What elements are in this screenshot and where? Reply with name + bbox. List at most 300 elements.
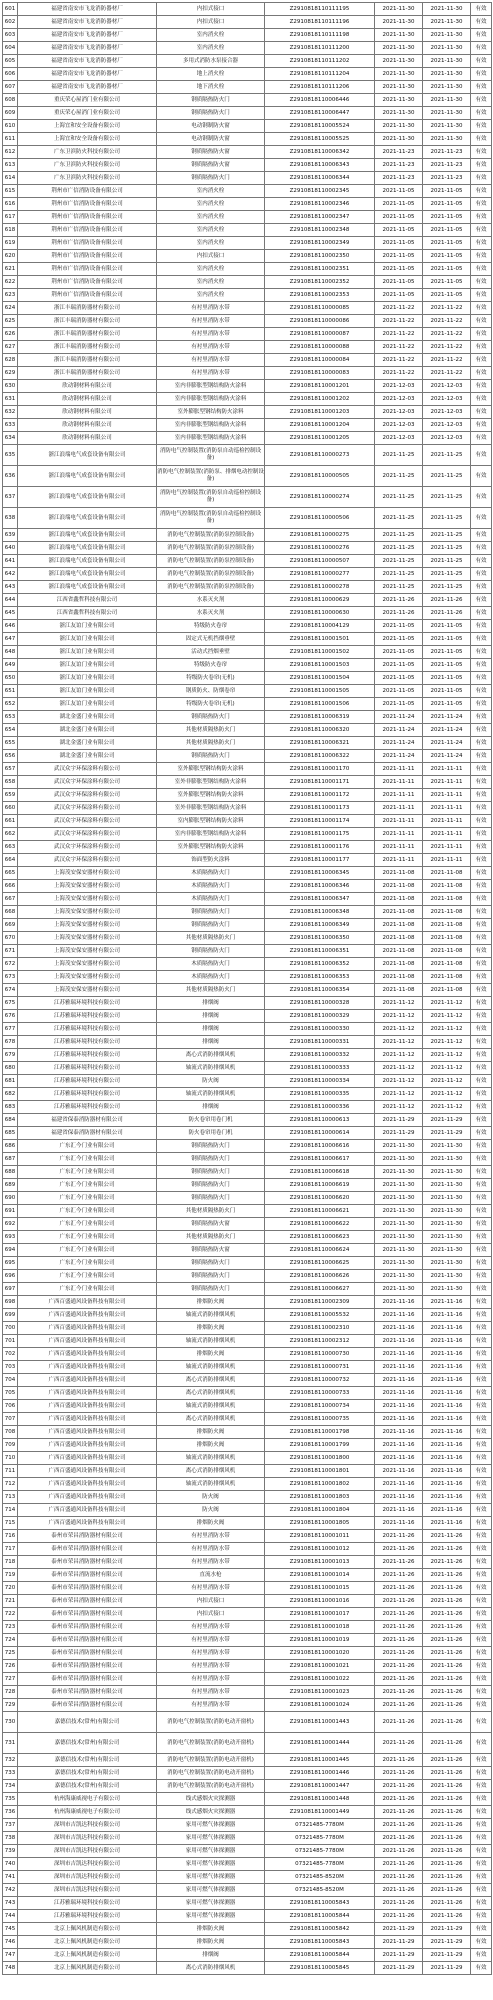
certificate-number: Z2910818110111204 xyxy=(265,68,375,81)
table-row xyxy=(3,466,492,487)
update-date: 2021-11-30 xyxy=(423,3,471,16)
row-number: 733 xyxy=(3,1767,18,1780)
row-number: 618 xyxy=(3,224,18,237)
company-name: 浙江浪端电气成套设备有限公司 xyxy=(18,555,157,568)
company-name: 广东汇今门业有限公司 xyxy=(18,1231,157,1244)
company-name: 浙江丰瑞消防器材有限公司 xyxy=(18,354,157,367)
certificate-number: Z2910818110001015 xyxy=(265,1582,375,1595)
table-row xyxy=(3,1673,492,1686)
certificate-number: Z2910818110001203 xyxy=(265,406,375,419)
product-name: 室外膨胀型钢结构防火涂料 xyxy=(157,789,265,802)
company-name: 浙江友谊门业有限公司 xyxy=(18,646,157,659)
row-number: 674 xyxy=(3,984,18,997)
company-name: 福建省南安市飞龙消防器材厂 xyxy=(18,81,157,94)
status: 有效 xyxy=(471,1426,492,1439)
table-row xyxy=(3,568,492,581)
certificate-number: Z2910818110005842 xyxy=(265,1923,375,1936)
issue-date: 2021-12-03 xyxy=(375,393,423,406)
issue-date: 2021-11-08 xyxy=(375,984,423,997)
certificate-number: Z2910818110001503 xyxy=(265,659,375,672)
status: 有效 xyxy=(471,1010,492,1023)
table-row xyxy=(3,867,492,880)
update-date: 2021-11-26 xyxy=(423,1673,471,1686)
company-name: 福建省南安市飞龙消防器材厂 xyxy=(18,29,157,42)
table-row xyxy=(3,1754,492,1767)
table-row xyxy=(3,1400,492,1413)
company-name: 荆州市广信消防设备有限公司 xyxy=(18,224,157,237)
product-name: 钢质隔热防火门 xyxy=(157,711,265,724)
product-name: 室内非膨胀型钢结构防火涂料 xyxy=(157,828,265,841)
product-name: 其他材质隔热防火门 xyxy=(157,737,265,750)
table-row xyxy=(3,594,492,607)
product-name: 钢质隔热防火门 xyxy=(157,1257,265,1270)
row-number: 613 xyxy=(3,159,18,172)
status: 有效 xyxy=(471,659,492,672)
company-name: 深圳市吉凯达科技有限公司 xyxy=(18,1819,157,1832)
issue-date: 2021-11-30 xyxy=(375,107,423,120)
company-name: 上海茂安保安器材有限公司 xyxy=(18,984,157,997)
product-name: 轴流式消防排烟风机 xyxy=(157,1309,265,1322)
table-row xyxy=(3,1478,492,1491)
status: 有效 xyxy=(471,107,492,120)
company-name: 广西百盛通风设备科技有限公司 xyxy=(18,1348,157,1361)
row-number: 643 xyxy=(3,581,18,594)
status: 有效 xyxy=(471,1179,492,1192)
table-row xyxy=(3,1036,492,1049)
table-row xyxy=(3,1621,492,1634)
product-name: 有衬里消防水带 xyxy=(157,1673,265,1686)
update-date: 2021-11-08 xyxy=(423,893,471,906)
product-name: 排烟阀 xyxy=(157,1949,265,1962)
update-date: 2021-11-30 xyxy=(423,29,471,42)
row-number: 686 xyxy=(3,1140,18,1153)
table-row xyxy=(3,1244,492,1257)
status: 有效 xyxy=(471,1621,492,1634)
row-number: 726 xyxy=(3,1660,18,1673)
table-row xyxy=(3,1767,492,1780)
product-name: 有衬里消防水带 xyxy=(157,1647,265,1660)
issue-date: 2021-11-30 xyxy=(375,3,423,16)
table-row xyxy=(3,315,492,328)
update-date: 2021-11-26 xyxy=(423,1686,471,1699)
update-date: 2021-11-30 xyxy=(423,1218,471,1231)
product-name: 离心式消防排烟风机 xyxy=(157,1387,265,1400)
company-name: 广东汇今门业有限公司 xyxy=(18,1218,157,1231)
update-date: 2021-11-26 xyxy=(423,1569,471,1582)
company-name: 武汉众宇环保涂料有限公司 xyxy=(18,763,157,776)
company-name: 江苏雅瑞环境科技有限公司 xyxy=(18,1023,157,1036)
table-row xyxy=(3,906,492,919)
table-row xyxy=(3,328,492,341)
product-name: 钢质隔热防火门 xyxy=(157,919,265,932)
certificate-number: Z2910818110001018 xyxy=(265,1621,375,1634)
update-date: 2021-11-30 xyxy=(423,1244,471,1257)
company-name: 荆州市广信消防设备有限公司 xyxy=(18,198,157,211)
product-name: 防火卷帘用卷门机 xyxy=(157,1114,265,1127)
product-name: 轴流式消防排烟风机 xyxy=(157,1478,265,1491)
row-number: 638 xyxy=(3,508,18,529)
issue-date: 2021-11-26 xyxy=(375,1699,423,1712)
status: 有效 xyxy=(471,568,492,581)
row-number: 615 xyxy=(3,185,18,198)
product-name: 内扣式接口 xyxy=(157,250,265,263)
table-row xyxy=(3,1543,492,1556)
status: 有效 xyxy=(471,1595,492,1608)
product-name: 钢质隔热防火门 xyxy=(157,1270,265,1283)
row-number: 703 xyxy=(3,1361,18,1374)
status: 有效 xyxy=(471,1699,492,1712)
row-number: 629 xyxy=(3,367,18,380)
table-row xyxy=(3,185,492,198)
issue-date: 2021-11-26 xyxy=(375,1634,423,1647)
update-date: 2021-11-11 xyxy=(423,763,471,776)
certificate-number: Z2910818110000275 xyxy=(265,529,375,542)
certificate-number: Z2910818110006349 xyxy=(265,919,375,932)
row-number: 716 xyxy=(3,1530,18,1543)
certificate-number: Z2910818110001022 xyxy=(265,1673,375,1686)
product-name: 室内非膨胀型钢结构防火涂料 xyxy=(157,380,265,393)
issue-date: 2021-11-26 xyxy=(375,1793,423,1806)
table-row xyxy=(3,1504,492,1517)
row-number: 704 xyxy=(3,1374,18,1387)
status: 有效 xyxy=(471,68,492,81)
row-number: 727 xyxy=(3,1673,18,1686)
update-date: 2021-11-26 xyxy=(423,1910,471,1923)
update-date: 2021-11-05 xyxy=(423,685,471,698)
status: 有效 xyxy=(471,185,492,198)
product-name: 家用可燃气体探测器 xyxy=(157,1845,265,1858)
issue-date: 2021-11-12 xyxy=(375,1062,423,1075)
issue-date: 2021-11-22 xyxy=(375,354,423,367)
company-name: 嘉德信技术(常州)有限公司 xyxy=(18,1754,157,1767)
update-date: 2021-11-23 xyxy=(423,172,471,185)
table-row xyxy=(3,419,492,432)
product-name: 钢质防火、防烟卷帘 xyxy=(157,685,265,698)
update-date: 2021-11-22 xyxy=(423,354,471,367)
company-name: 福建省南安市飞龙消防器材厂 xyxy=(18,55,157,68)
company-name: 广西百盛通风设备科技有限公司 xyxy=(18,1335,157,1348)
certificate-number: Z2910818110111202 xyxy=(265,55,375,68)
company-name: 广西百盛通风设备科技有限公司 xyxy=(18,1309,157,1322)
issue-date: 2021-11-26 xyxy=(375,1556,423,1569)
issue-date: 2021-11-16 xyxy=(375,1491,423,1504)
company-name: 广西百盛通风设备科技有限公司 xyxy=(18,1361,157,1374)
update-date: 2021-11-29 xyxy=(423,1936,471,1949)
company-name: 广西百盛通风设备科技有限公司 xyxy=(18,1322,157,1335)
product-name: 水系灭火剂 xyxy=(157,607,265,620)
table-row xyxy=(3,815,492,828)
table-row xyxy=(3,250,492,263)
status: 有效 xyxy=(471,1793,492,1806)
product-name: 消防电气控制装置(消防泵控制设备) xyxy=(157,581,265,594)
row-number: 614 xyxy=(3,172,18,185)
company-name: 嘉德信技术(常州)有限公司 xyxy=(18,1733,157,1754)
product-name: 排烟防火阀 xyxy=(157,1936,265,1949)
certificate-number: Z2910818110111200 xyxy=(265,42,375,55)
table-row xyxy=(3,3,492,16)
table-row xyxy=(3,1192,492,1205)
product-name: 木质隔热防火门 xyxy=(157,971,265,984)
issue-date: 2021-11-26 xyxy=(375,1608,423,1621)
status: 有效 xyxy=(471,1244,492,1257)
row-number: 647 xyxy=(3,633,18,646)
certificate-number: Z2910818110001020 xyxy=(265,1647,375,1660)
status: 有效 xyxy=(471,1400,492,1413)
update-date: 2021-11-08 xyxy=(423,919,471,932)
certificate-number: Z2910818110000085 xyxy=(265,302,375,315)
table-row xyxy=(3,380,492,393)
row-number: 724 xyxy=(3,1634,18,1647)
update-date: 2021-11-26 xyxy=(423,1897,471,1910)
update-date: 2021-11-22 xyxy=(423,341,471,354)
certificate-number: Z2910818110000088 xyxy=(265,341,375,354)
table-row xyxy=(3,1075,492,1088)
company-name: 广东汇今门业有限公司 xyxy=(18,1205,157,1218)
issue-date: 2021-11-30 xyxy=(375,29,423,42)
certificate-number: Z2910818110111195 xyxy=(265,3,375,16)
table-row xyxy=(3,1780,492,1793)
row-number: 625 xyxy=(3,315,18,328)
row-number: 624 xyxy=(3,302,18,315)
certificate-number: Z2910818110002345 xyxy=(265,185,375,198)
issue-date: 2021-11-26 xyxy=(375,1686,423,1699)
update-date: 2021-11-08 xyxy=(423,958,471,971)
product-name: 室外非膨胀型钢结构防火涂料 xyxy=(157,802,265,815)
product-name: 线式感烟火灾探测器 xyxy=(157,1793,265,1806)
issue-date: 2021-11-30 xyxy=(375,1218,423,1231)
issue-date: 2021-11-26 xyxy=(375,1733,423,1754)
row-number: 692 xyxy=(3,1218,18,1231)
update-date: 2021-11-22 xyxy=(423,328,471,341)
table-row xyxy=(3,763,492,776)
company-name: 江苏雅瑞环境科技有限公司 xyxy=(18,1010,157,1023)
issue-date: 2021-11-29 xyxy=(375,1923,423,1936)
certificate-number: Z2910818110006446 xyxy=(265,94,375,107)
issue-date: 2021-11-11 xyxy=(375,815,423,828)
issue-date: 2021-11-16 xyxy=(375,1504,423,1517)
certificate-number: Z2910818110006624 xyxy=(265,1244,375,1257)
row-number: 678 xyxy=(3,1036,18,1049)
certificate-number: Z2910818110001800 xyxy=(265,1452,375,1465)
product-name: 有衬里消防水带 xyxy=(157,1634,265,1647)
table-row xyxy=(3,1309,492,1322)
row-number: 707 xyxy=(3,1413,18,1426)
row-number: 652 xyxy=(3,698,18,711)
table-row xyxy=(3,16,492,29)
status: 有效 xyxy=(471,1569,492,1582)
company-name: 上海茂安保安器材有限公司 xyxy=(18,919,157,932)
update-date: 2021-11-26 xyxy=(423,1819,471,1832)
product-name: 消防电气控制装置(消防泵控制设备) xyxy=(157,529,265,542)
status: 有效 xyxy=(471,555,492,568)
status: 有效 xyxy=(471,1166,492,1179)
row-number: 607 xyxy=(3,81,18,94)
status: 有效 xyxy=(471,1634,492,1647)
update-date: 2021-11-16 xyxy=(423,1491,471,1504)
company-name: 浙江浪端电气成套设备有限公司 xyxy=(18,445,157,466)
certificate-number: Z2910818110006345 xyxy=(265,867,375,880)
update-date: 2021-11-05 xyxy=(423,250,471,263)
issue-date: 2021-11-16 xyxy=(375,1413,423,1426)
row-number: 711 xyxy=(3,1465,18,1478)
certificate-number: Z2910818110005844 xyxy=(265,1949,375,1962)
issue-date: 2021-11-05 xyxy=(375,646,423,659)
certificate-number: Z2910818110001505 xyxy=(265,685,375,698)
issue-date: 2021-11-26 xyxy=(375,1543,423,1556)
status: 有效 xyxy=(471,815,492,828)
status: 有效 xyxy=(471,763,492,776)
company-name: 福建省南安市飞龙消防器材厂 xyxy=(18,16,157,29)
product-name: 排烟防火阀 xyxy=(157,1517,265,1530)
update-date: 2021-11-30 xyxy=(423,42,471,55)
update-date: 2021-11-26 xyxy=(423,1582,471,1595)
table-row xyxy=(3,354,492,367)
row-number: 713 xyxy=(3,1491,18,1504)
issue-date: 2021-11-26 xyxy=(375,1910,423,1923)
product-name: 轴流式消防排烟风机 xyxy=(157,1088,265,1101)
update-date: 2021-11-16 xyxy=(423,1296,471,1309)
company-name: 广西百盛通风设备科技有限公司 xyxy=(18,1387,157,1400)
table-row xyxy=(3,1335,492,1348)
product-name: 电动钢制防火窗 xyxy=(157,133,265,146)
certificate-number: Z2910818110001019 xyxy=(265,1634,375,1647)
row-number: 694 xyxy=(3,1244,18,1257)
table-row xyxy=(3,1049,492,1062)
table-row xyxy=(3,1910,492,1923)
company-name: 泰州市荣昌消防器材有限公司 xyxy=(18,1673,157,1686)
company-name: 广西百盛通风设备科技有限公司 xyxy=(18,1465,157,1478)
status: 有效 xyxy=(471,432,492,445)
update-date: 2021-11-16 xyxy=(423,1439,471,1452)
certificate-number: Z2910818110000506 xyxy=(265,508,375,529)
certificate-number: Z2910818110006347 xyxy=(265,893,375,906)
certificate-number: Z2910818110000336 xyxy=(265,1101,375,1114)
product-name: 室外膨胀型钢结构防火涂料 xyxy=(157,406,265,419)
update-date: 2021-11-12 xyxy=(423,1101,471,1114)
issue-date: 2021-11-29 xyxy=(375,1127,423,1140)
update-date: 2021-11-05 xyxy=(423,620,471,633)
update-date: 2021-11-12 xyxy=(423,1036,471,1049)
status: 有效 xyxy=(471,685,492,698)
company-name: 广东汇今门业有限公司 xyxy=(18,1283,157,1296)
issue-date: 2021-11-26 xyxy=(375,1754,423,1767)
status: 有效 xyxy=(471,1660,492,1673)
row-number: 679 xyxy=(3,1049,18,1062)
update-date: 2021-11-11 xyxy=(423,802,471,815)
row-number: 742 xyxy=(3,1884,18,1897)
product-name: 钢质隔热防火门 xyxy=(157,1179,265,1192)
status: 有效 xyxy=(471,698,492,711)
status: 有效 xyxy=(471,1231,492,1244)
update-date: 2021-11-16 xyxy=(423,1361,471,1374)
update-date: 2021-11-25 xyxy=(423,445,471,466)
status: 有效 xyxy=(471,1153,492,1166)
company-name: 欣动钢材料有限公司 xyxy=(18,432,157,445)
update-date: 2021-11-26 xyxy=(423,1780,471,1793)
certificate-number: Z2910818110002352 xyxy=(265,276,375,289)
product-name: 家用可燃气体探测器 xyxy=(157,1897,265,1910)
product-name: 排烟阀 xyxy=(157,1010,265,1023)
table-row xyxy=(3,393,492,406)
status: 有效 xyxy=(471,1127,492,1140)
table-row xyxy=(3,958,492,971)
issue-date: 2021-11-11 xyxy=(375,802,423,815)
company-name: 上海茂安保安器材有限公司 xyxy=(18,932,157,945)
product-name: 室内消火栓 xyxy=(157,237,265,250)
table-row xyxy=(3,1205,492,1218)
table-row xyxy=(3,1517,492,1530)
update-date: 2021-11-26 xyxy=(423,1871,471,1884)
row-number: 658 xyxy=(3,776,18,789)
issue-date: 2021-11-08 xyxy=(375,932,423,945)
issue-date: 2021-12-03 xyxy=(375,406,423,419)
product-name: 钢质隔热防火门 xyxy=(157,906,265,919)
table-row xyxy=(3,224,492,237)
issue-date: 2021-11-16 xyxy=(375,1322,423,1335)
row-number: 700 xyxy=(3,1322,18,1335)
update-date: 2021-11-16 xyxy=(423,1374,471,1387)
product-name: 电动钢制防火窗 xyxy=(157,120,265,133)
table-row xyxy=(3,919,492,932)
issue-date: 2021-11-30 xyxy=(375,55,423,68)
status: 有效 xyxy=(471,1754,492,1767)
status: 有效 xyxy=(471,971,492,984)
table-row xyxy=(3,854,492,867)
product-name: 室内消火栓 xyxy=(157,29,265,42)
row-number: 693 xyxy=(3,1231,18,1244)
update-date: 2021-11-25 xyxy=(423,508,471,529)
issue-date: 2021-11-30 xyxy=(375,16,423,29)
product-name: 排烟防火阀 xyxy=(157,1426,265,1439)
status: 有效 xyxy=(471,828,492,841)
table-row xyxy=(3,1361,492,1374)
row-number: 748 xyxy=(3,1962,18,1975)
status: 有效 xyxy=(471,607,492,620)
certificate-number: Z2910818110001176 xyxy=(265,841,375,854)
status: 有效 xyxy=(471,1806,492,1819)
issue-date: 2021-11-05 xyxy=(375,672,423,685)
company-name: 北京上佩风机制造有限公司 xyxy=(18,1962,157,1975)
status: 有效 xyxy=(471,932,492,945)
table-row xyxy=(3,68,492,81)
product-name: 特级防火卷帘(无机) xyxy=(157,672,265,685)
table-row xyxy=(3,1793,492,1806)
status: 有效 xyxy=(471,1270,492,1283)
certificate-number: Z2910818110000273 xyxy=(265,445,375,466)
product-name: 室外膨胀型钢结构防火涂料 xyxy=(157,841,265,854)
certificate-number: Z2910818110005843 xyxy=(265,1936,375,1949)
row-number: 738 xyxy=(3,1832,18,1845)
update-date: 2021-11-25 xyxy=(423,529,471,542)
status: 有效 xyxy=(471,1205,492,1218)
certificate-number: Z2910818110006447 xyxy=(265,107,375,120)
issue-date: 2021-11-30 xyxy=(375,68,423,81)
update-date: 2021-11-25 xyxy=(423,555,471,568)
company-name: 上海茂安保安器材有限公司 xyxy=(18,958,157,971)
certificate-number: 07321485-7780M xyxy=(265,1819,375,1832)
table-row xyxy=(3,802,492,815)
product-name: 消防电气控制装置(消防泵、排烟电动控制设备) xyxy=(157,466,265,487)
product-name: 消防电气控制装置(消防泵自动巡检控制设备) xyxy=(157,487,265,508)
table-row xyxy=(3,1231,492,1244)
row-number: 623 xyxy=(3,289,18,302)
product-name: 防火阀 xyxy=(157,1491,265,1504)
row-number: 736 xyxy=(3,1806,18,1819)
table-row xyxy=(3,508,492,529)
certificate-number: Z2910818110000630 xyxy=(265,607,375,620)
update-date: 2021-11-29 xyxy=(423,1949,471,1962)
row-number: 671 xyxy=(3,945,18,958)
